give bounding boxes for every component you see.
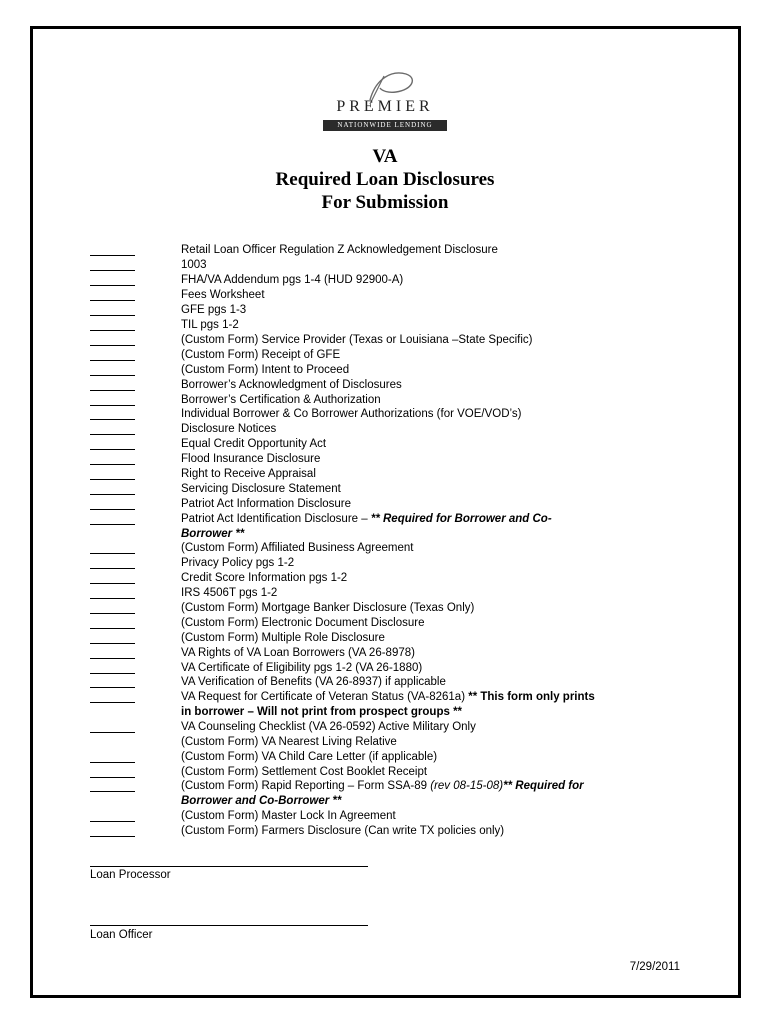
check-blank[interactable] (90, 553, 135, 554)
checklist-item: Fees Worksheet (181, 289, 265, 301)
check-blank[interactable] (90, 762, 135, 763)
check-blank[interactable] (90, 419, 135, 420)
check-blank[interactable] (90, 434, 135, 435)
checklist-item: (Custom Form) Receipt of GFE (181, 349, 341, 361)
checklist-item: Servicing Disclosure Statement (181, 483, 341, 495)
item-text: VA Request for Certificate of Veteran Status (VA-8261a) (181, 691, 469, 703)
checklist-item: (Custom Form) Settlement Cost Booklet Receipt (181, 766, 428, 778)
checklist-item: Individual Borrower & Co Borrower Authorizations (for VOE/VOD’s) (181, 408, 522, 420)
checklist-item: FHA/VA Addendum pgs 1-4 (HUD 92900-A) (181, 274, 404, 286)
check-blank[interactable] (90, 613, 135, 614)
item-text: (Custom Form) Rapid Reporting – Form SSA-89 (181, 780, 431, 792)
checklist-item: Disclosure Notices (181, 423, 277, 435)
check-blank[interactable] (90, 509, 135, 510)
checklist-item: Borrower’s Acknowledgment of Disclosures (181, 379, 402, 391)
item-note-continued: Borrower and Co-Borrower ** (181, 795, 342, 807)
check-blank[interactable] (90, 405, 135, 406)
checklist-item (181, 779, 584, 794)
check-blank[interactable] (90, 732, 135, 733)
checklist-item: Equal Credit Opportunity Act (181, 438, 327, 450)
checklist-item: IRS 4506T pgs 1-2 (181, 587, 278, 599)
check-blank[interactable] (90, 345, 135, 346)
item-note: ** Required for Borrower and Co- (370, 513, 552, 525)
checklist-item: Right to Receive Appraisal (181, 468, 316, 480)
officer-label: Loan Officer (90, 929, 153, 941)
logo-name: PREMIER (336, 98, 434, 115)
logo-tagline: NATIONWIDE LENDING (323, 120, 447, 131)
check-blank[interactable] (90, 449, 135, 450)
checklist-item: VA Rights of VA Loan Borrowers (VA 26-8978) (181, 647, 415, 659)
checklist-item: (Custom Form) VA Child Care Letter (if applicable) (181, 751, 438, 763)
check-blank[interactable] (90, 285, 135, 286)
check-blank[interactable] (90, 390, 135, 391)
checklist-item: (Custom Form) Master Lock In Agreement (181, 810, 396, 822)
checklist-item: TIL pgs 1-2 (181, 319, 239, 331)
processor-signature-line[interactable] (90, 866, 368, 867)
check-blank[interactable] (90, 568, 135, 569)
item-text: Patriot Act Identification Disclosure – (181, 513, 371, 525)
checklist-item: Privacy Policy pgs 1-2 (181, 557, 295, 569)
checklist-item: VA Counseling Checklist (VA 26-0592) Active Military Only (181, 721, 476, 733)
check-blank[interactable] (90, 479, 135, 480)
checklist-item: Patriot Act Information Disclosure (181, 498, 352, 510)
check-blank[interactable] (90, 687, 135, 688)
checklist-item: Flood Insurance Disclosure (181, 453, 321, 465)
check-blank[interactable] (90, 270, 135, 271)
checklist-item: (Custom Form) Intent to Proceed (181, 364, 350, 376)
checklist-item: Retail Loan Officer Regulation Z Acknowledgement Disclosure (181, 244, 498, 256)
item-note-continued: Borrower ** (181, 528, 245, 540)
check-blank[interactable] (90, 524, 135, 525)
checklist-item: (Custom Form) Electronic Document Disclosure (181, 617, 425, 629)
check-blank[interactable] (90, 777, 135, 778)
checklist-item (181, 512, 552, 527)
check-blank[interactable] (90, 702, 135, 703)
checklist-item: (Custom Form) Mortgage Banker Disclosure (Texas Only) (181, 602, 475, 614)
checklist-item: (Custom Form) Farmers Disclosure (Can write TX policies only) (181, 825, 505, 837)
check-blank[interactable] (90, 330, 135, 331)
item-note: ** This form only prints (468, 691, 595, 703)
title-line-3: For Submission (321, 192, 449, 213)
check-blank[interactable] (90, 836, 135, 837)
check-blank[interactable] (90, 494, 135, 495)
check-blank[interactable] (90, 375, 135, 376)
check-blank[interactable] (90, 300, 135, 301)
checklist-item: (Custom Form) Service Provider (Texas or Louisiana –State Specific) (181, 334, 533, 346)
check-blank[interactable] (90, 360, 135, 361)
processor-label: Loan Processor (90, 869, 171, 881)
check-blank[interactable] (90, 598, 135, 599)
checklist-item (181, 690, 595, 705)
checklist-item: Credit Score Information pgs 1-2 (181, 572, 348, 584)
title-line-1: VA (372, 146, 398, 167)
document-date: 7/29/2011 (629, 961, 680, 973)
company-logo (300, 66, 470, 136)
check-blank[interactable] (90, 791, 135, 792)
check-blank[interactable] (90, 583, 135, 584)
check-blank[interactable] (90, 628, 135, 629)
checklist-item: VA Certificate of Eligibility pgs 1-2 (VA 26-1880) (181, 662, 423, 674)
checklist-item: 1003 (181, 259, 207, 271)
checklist-item: Borrower’s Certification & Authorization (181, 394, 381, 406)
checklist-item: (Custom Form) Multiple Role Disclosure (181, 632, 385, 644)
check-blank[interactable] (90, 464, 135, 465)
check-blank[interactable] (90, 315, 135, 316)
check-blank[interactable] (90, 658, 135, 659)
title-line-2: Required Loan Disclosures (275, 169, 495, 190)
check-blank[interactable] (90, 673, 135, 674)
item-note-continued: in borrower – Will not print from prospect groups ** (181, 706, 463, 718)
item-rev: (rev 08-15-08) (430, 780, 504, 792)
officer-signature-line[interactable] (90, 925, 368, 926)
checklist-item: (Custom Form) Affiliated Business Agreement (181, 542, 414, 554)
checklist-item: GFE pgs 1-3 (181, 304, 247, 316)
check-blank[interactable] (90, 255, 135, 256)
check-blank[interactable] (90, 821, 135, 822)
checklist-item: (Custom Form) VA Nearest Living Relative (181, 736, 397, 748)
check-blank[interactable] (90, 643, 135, 644)
item-note: ** Required for (503, 780, 584, 792)
checklist-item: VA Verification of Benefits (VA 26-8937) if applicable (181, 676, 446, 688)
